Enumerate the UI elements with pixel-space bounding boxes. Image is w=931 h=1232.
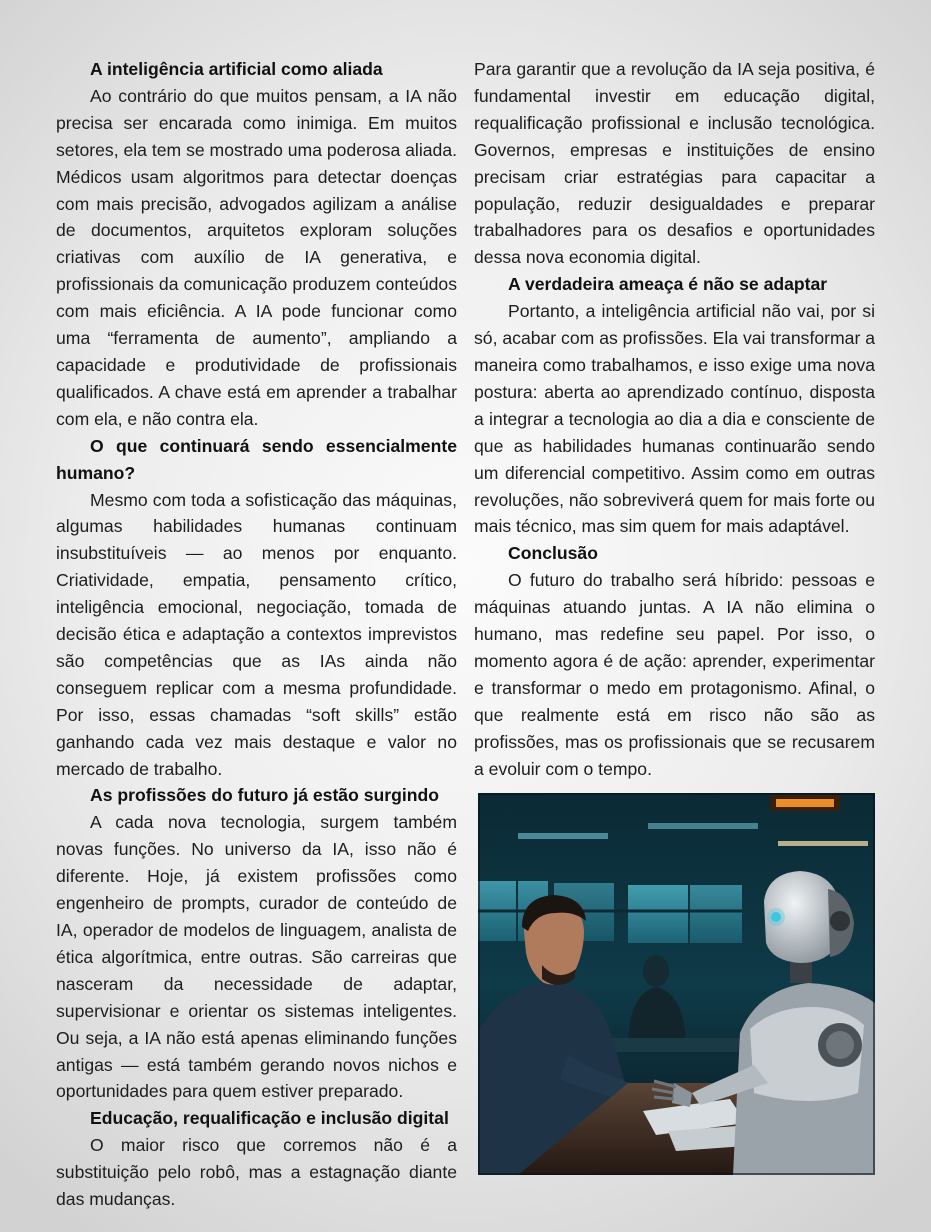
- section-heading-conclusion: Conclusão: [508, 543, 598, 564]
- section-heading-ai-ally: A inteligência artificial como aliada: [90, 59, 383, 79]
- section-heading-education: Educação, requalificação e inclusão digital: [90, 1108, 449, 1129]
- paragraph-education-continued: Para garantir que a revolução da IA seja positiva, é fundamental investir em educação digital, requalificação profissional e inclusão tecnológica. Governos, empresas e instituições de ensino precisam criar estratégias para capacitar a população, reduzir desigualdades e preparar trabalhadores para os desafios e oportunidades dessa nova economia digital.: [474, 59, 875, 268]
- section-heading-real-threat: A verdadeira ameaça é não se adaptar: [508, 274, 828, 295]
- paragraph-ai-ally: Ao contrário do que muitos pensam, a IA não precisa ser encarada como inimiga. Em muitos setores, ela tem se mostrado uma poderosa aliada. Médicos usam algoritmos para detectar doenças com mais precisão, advogados agilizam a análise de documentos, arquitetos exploram soluções criativas com auxílio de IA generativa, e profissionais da comunicação produzem conteúdos com mais eficiência. A IA pode funcionar como uma “ferramenta de aumento”, ampliando a capacidade e produtividade de profissionais qualificados. A chave está em aprender a trabalhar com ela, e não contra ela.: [56, 85, 457, 429]
- paragraph-human-skills: Mesmo com toda a sofisticação das máquinas, algumas habilidades humanas continuam insubstituíveis — ao menos por enquanto. Criatividade, empatia, pensamento crítico, inteligência emocional, negociação, tomada de decisão ética e adaptação a contextos imprevistos são competências que as IAs ainda não conseguem replicar com a mesma profundidade. Por isso, essas chamadas “soft skills” estão ganhando cada vez mais destaque e valor no mercado de trabalho.: [56, 489, 457, 779]
- illustration-svg: [478, 793, 875, 1175]
- section-heading-human-skills: O que continuará sendo essencialmente humano?: [56, 435, 457, 483]
- right-column: [474, 56, 875, 782]
- section-heading-future-professions: As profissões do futuro já estão surgindo: [90, 785, 439, 806]
- paragraph-real-threat: Portanto, a inteligência artificial não vai, por si só, acabar com as profissões. Ela vai transformar a maneira como trabalhamos, e isso exige uma nova postura: aberta ao aprendizado contínuo, disposta a integrar a tecnologia ao dia a dia e consciente de que as habilidades humanas continuarão sendo um diferencial competitivo. Assim como em outras revoluções, não sobreviverá quem for mais forte ou mais técnico, mas sim quem for mais adaptável.: [474, 301, 875, 537]
- man-and-robot-illustration: [478, 793, 875, 1175]
- paragraph-conclusion: O futuro do trabalho será híbrido: pessoas e máquinas atuando juntas. A IA não elimina o humano, mas redefine seu papel. Por isso, o momento agora é de ação: aprender, experimentar e transformar o medo em protagonismo. Afinal, o que realmente está em risco não são as profissões, mas os profissionais que se recusarem a evoluir com o tempo.: [474, 570, 875, 779]
- paragraph-education-intro: O maior risco que corremos não é a substituição pelo robô, mas a estagnação diante das mudanças.: [56, 1135, 457, 1210]
- paragraph-future-professions: A cada nova tecnologia, surgem também novas funções. No universo da IA, isso não é diferente. Hoje, já existem profissões como engenheiro de prompts, curador de conteúdo de IA, operador de modelos de linguagem, analista de ética algorítmica, entre outras. São carreiras que nasceram da necessidade de adaptar, supervisionar e orientar os sistemas inteligentes. Ou seja, a IA não está apenas eliminando funções antigas — está também gerando novos nichos e oportunidades para quem estiver preparado.: [56, 812, 457, 1102]
- left-column: [56, 56, 457, 1213]
